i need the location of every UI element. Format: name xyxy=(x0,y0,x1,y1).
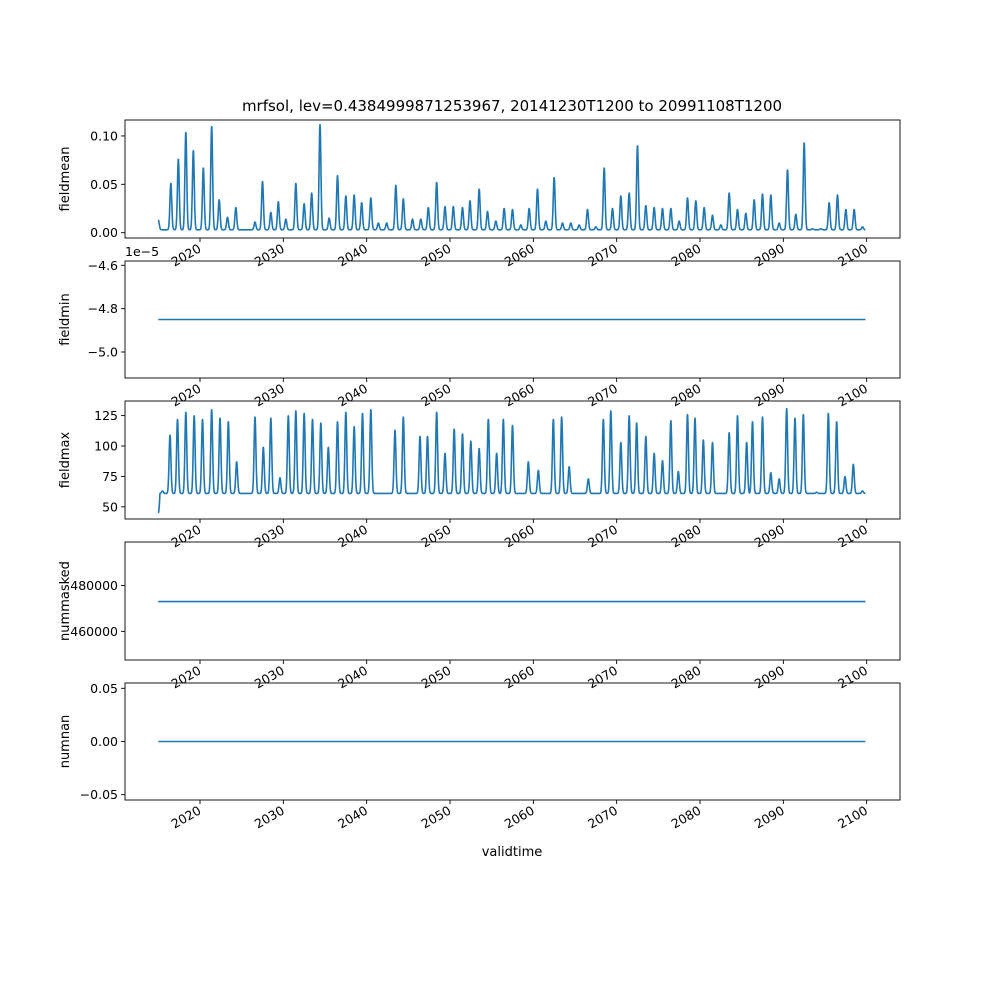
y-tick-label: 125 xyxy=(94,408,118,424)
x-tick-label: 2090 xyxy=(751,240,787,270)
x-tick-label: 2030 xyxy=(251,240,287,270)
x-tick-label: 2080 xyxy=(668,802,704,832)
x-tick-label: 2090 xyxy=(751,380,787,410)
x-tick-label: 2050 xyxy=(418,380,454,410)
x-tick-label: 2030 xyxy=(251,662,287,692)
y-axis-label: fieldmax xyxy=(58,431,73,489)
y-tick-label: 100 xyxy=(94,438,118,454)
x-tick-label: 2060 xyxy=(501,662,537,692)
figure-title: mrfsol, lev=0.4384999871253967, 20141230T1200 to 20991108T1200 xyxy=(241,97,783,115)
x-tick-label: 2080 xyxy=(668,380,704,410)
x-tick-label: 2060 xyxy=(501,380,537,410)
y-tick-label: 0.05 xyxy=(90,176,118,192)
x-tick-label: 2050 xyxy=(418,802,454,832)
x-tick-label: 2070 xyxy=(585,240,621,270)
y-axis-label: fieldmin xyxy=(58,293,73,346)
y-offset-text: 1e−5 xyxy=(125,244,160,259)
x-tick-label: 2030 xyxy=(251,380,287,410)
x-tick-label: 2040 xyxy=(335,802,371,832)
y-tick-label: −4.8 xyxy=(87,301,118,317)
y-axis-label: numnan xyxy=(58,714,73,769)
y-tick-label: 460000 xyxy=(70,623,118,639)
x-tick-label: 2040 xyxy=(335,380,371,410)
y-tick-label: 50 xyxy=(102,499,118,515)
x-tick-label: 2080 xyxy=(668,240,704,270)
x-tick-label: 2050 xyxy=(418,240,454,270)
x-tick-label: 2080 xyxy=(668,662,704,692)
x-tick-label: 2030 xyxy=(251,521,287,551)
y-axis-label: nummasked xyxy=(58,561,73,641)
x-tick-label: 2070 xyxy=(585,521,621,551)
x-axis-label: validtime xyxy=(481,845,543,860)
y-tick-label: 480000 xyxy=(70,578,118,594)
x-tick-label: 2060 xyxy=(501,240,537,270)
x-tick-label: 2100 xyxy=(835,662,871,692)
x-tick-label: 2040 xyxy=(335,240,371,270)
y-tick-label: −5.0 xyxy=(87,344,118,360)
x-tick-label: 2070 xyxy=(585,802,621,832)
x-tick-label: 2070 xyxy=(585,662,621,692)
x-tick-label: 2040 xyxy=(335,662,371,692)
x-tick-label: 2040 xyxy=(335,521,371,551)
x-tick-label: 2020 xyxy=(168,521,204,551)
x-tick-label: 2090 xyxy=(751,662,787,692)
x-tick-label: 2050 xyxy=(418,662,454,692)
y-tick-label: 0.10 xyxy=(90,128,118,144)
x-tick-label: 2090 xyxy=(751,521,787,551)
y-tick-label: 0.00 xyxy=(90,734,118,749)
x-tick-label: 2090 xyxy=(751,802,787,832)
x-tick-label: 2080 xyxy=(668,521,704,551)
x-tick-label: 2020 xyxy=(168,380,204,410)
y-tick-label: −0.05 xyxy=(79,787,118,803)
x-tick-label: 2100 xyxy=(835,802,871,832)
x-tick-label: 2070 xyxy=(585,380,621,410)
y-tick-label: −4.6 xyxy=(87,257,118,273)
x-tick-label: 2020 xyxy=(168,240,204,270)
y-tick-label: 75 xyxy=(102,468,118,484)
x-tick-label: 2050 xyxy=(418,521,454,551)
y-tick-label: 0.05 xyxy=(90,680,118,696)
x-tick-label: 2060 xyxy=(501,521,537,551)
x-tick-label: 2030 xyxy=(251,802,287,832)
y-tick-label: 0.00 xyxy=(90,225,118,241)
x-tick-label: 2100 xyxy=(835,521,871,551)
x-tick-label: 2020 xyxy=(168,662,204,692)
x-tick-label: 2100 xyxy=(835,240,871,270)
y-axis-label: fieldmean xyxy=(58,146,73,212)
x-tick-label: 2020 xyxy=(168,802,204,832)
x-tick-label: 2100 xyxy=(835,380,871,410)
x-tick-label: 2060 xyxy=(501,802,537,832)
